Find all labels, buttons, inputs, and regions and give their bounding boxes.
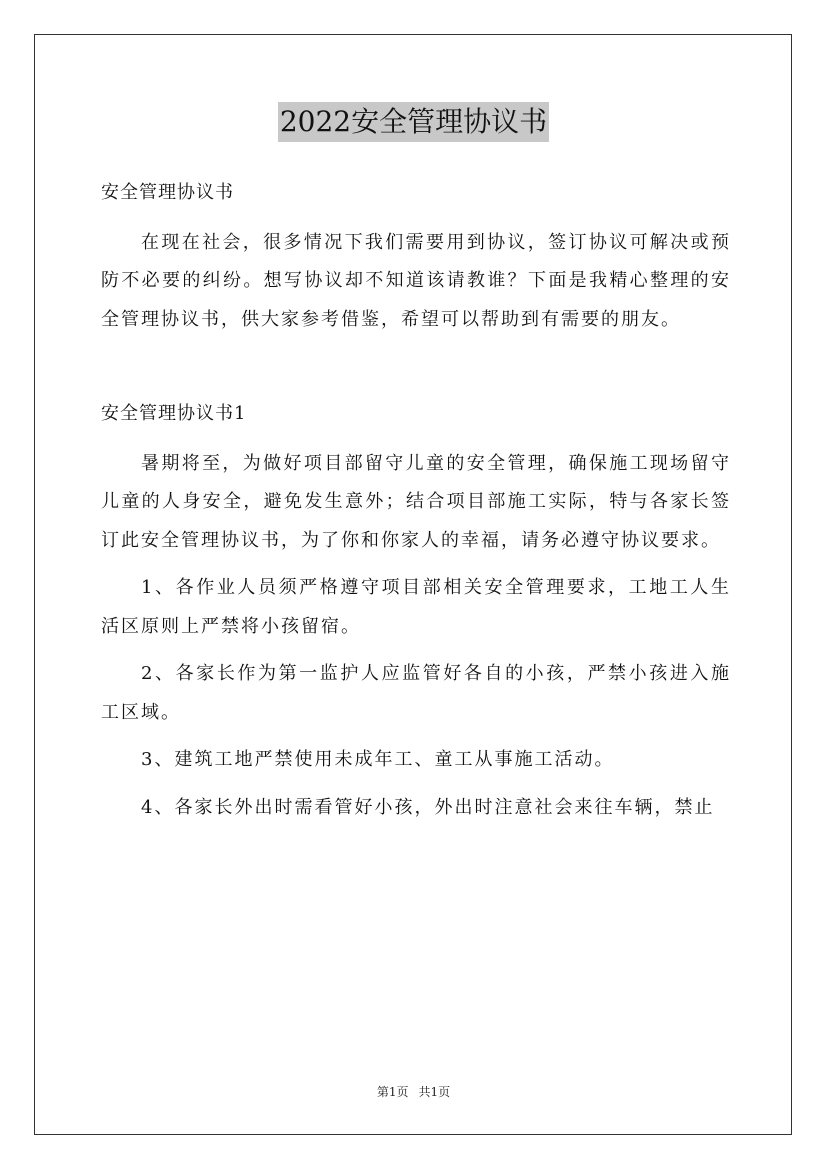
page-number: 第1页 [376,1085,409,1099]
document-subtitle: 安全管理协议书 [101,182,234,203]
section-spacer [101,348,731,395]
clause-paragraph-4: 4、各家长外出时需看管好小孩，外出时注意社会来往车辆，禁止 [141,796,715,818]
intro-paragraph: 在现在社会，很多情况下我们需要用到协议，签订协议可解决或预防不必要的纠纷。想写协议却不知道该请教谁？下面是我精心整理的安全管理协议书，供大家参考借鉴，希望可以帮助到有需要的朋友。 [101,231,731,330]
section-heading: 安全管理协议书1 [101,403,247,424]
document-body [101,174,731,836]
clause-paragraph-1: 1、各作业人员须严格遵守项目部相关安全管理要求，工地工人生活区原则上严禁将小孩留宿。 [101,577,731,637]
clause-paragraph-3: 3、建筑工地严禁使用未成年工、童工从事施工活动。 [141,749,615,770]
page-footer [0,1084,827,1100]
body-paragraph: 暑期将至，为做好项目部留守儿童的安全管理，确保施工现场留守儿童的人身安全，避免发生意外；结合项目部施工实际，特与各家长签订此安全管理协议书，为了你和你家人的幸福，请务必遵守协议要求。 [101,452,731,551]
title-container [0,102,827,142]
document-title: 2022安全管理协议书 [278,102,549,142]
page-total: 共1页 [418,1085,451,1099]
clause-paragraph-2: 2、各家长作为第一监护人应监管好各自的小孩，严禁小孩进入施工区域。 [101,663,731,723]
